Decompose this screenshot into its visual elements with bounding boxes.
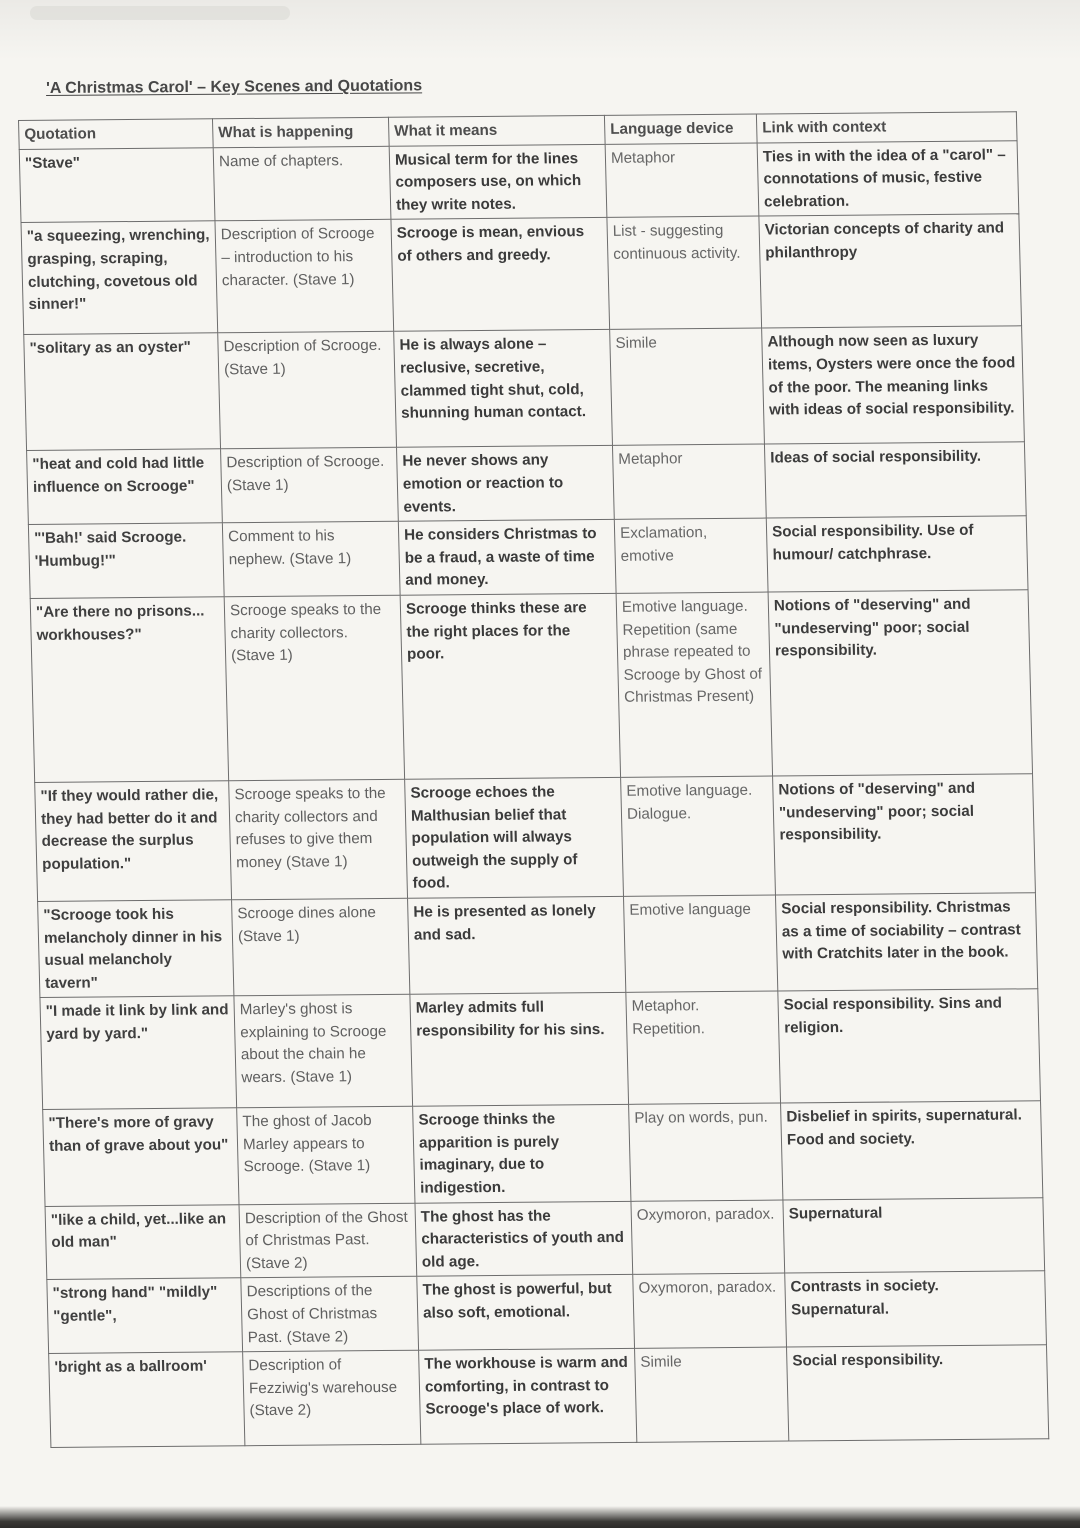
cell-language-device: Emotive language. Repetition (same phrase repeated to Scrooge by Ghost of Christmas Present): [616, 592, 772, 777]
cell-what-is-happening: Comment to his nephew. (Stave 1): [222, 521, 400, 596]
cell-link-with-context: Supernatural: [783, 1197, 1045, 1273]
cell-link-with-context: Social responsibility. Use of humour/ catchphrase.: [766, 516, 1028, 592]
cell-link-with-context: Social responsibility. Christmas as a time of sociability – contrast with Cratchits later in the book.: [775, 893, 1037, 992]
cell-quotation: "Stave": [19, 147, 215, 222]
cell-link-with-context: Ties in with the idea of a "carol" – connotations of music, festive celebration.: [757, 140, 1019, 216]
cell-link-with-context: Although now seen as luxury items, Oysters were once the food of the poor. The meaning links with ideas of social responsibility.: [762, 326, 1025, 444]
cell-link-with-context: Social responsibility. Sins and religion.: [778, 989, 1041, 1103]
cell-what-it-means: Musical term for the lines composers use, on which they write notes.: [389, 144, 607, 220]
cell-what-is-happening: Description of Scrooge. (Stave 1): [221, 448, 399, 523]
cell-quotation: "Scrooge took his melancholy dinner in his usual melancholy tavern": [38, 900, 234, 998]
table-row: [45, 1197, 1045, 1279]
table-row: [47, 1271, 1047, 1353]
cell-what-it-means: The workhouse is warm and comforting, in contrast to Scrooge's place of work.: [419, 1349, 637, 1445]
cell-quotation: "If they would rather die, they had better do it and decrease the surplus population.": [35, 781, 232, 902]
cell-link-with-context: Ideas of social responsibility.: [764, 442, 1026, 518]
cell-what-is-happening: The ghost of Jacob Marley appears to Scrooge. (Stave 1): [237, 1107, 415, 1205]
cell-what-is-happening: Description of Fezziwig's warehouse (Stave 2): [243, 1350, 421, 1446]
cell-language-device: Metaphor. Repetition.: [626, 991, 781, 1104]
cell-quotation: "heat and cold had little influence on Scrooge": [27, 449, 223, 524]
cell-language-device: Emotive language. Dialogue.: [621, 776, 776, 896]
cell-what-is-happening: Descriptions of the Ghost of Christmas Past. (Stave 2): [241, 1277, 419, 1352]
table-row: [28, 516, 1028, 598]
cell-language-device: Oxymoron, paradox.: [633, 1273, 787, 1348]
cell-link-with-context: Victorian concepts of charity and philanthropy: [759, 214, 1022, 328]
cell-language-device: Oxymoron, paradox.: [631, 1200, 785, 1275]
cell-what-is-happening: Marley's ghost is explaining to Scrooge about the chain he wears. (Stave 1): [234, 995, 413, 1109]
table-row: [24, 326, 1025, 451]
table-row: [35, 774, 1036, 902]
photo-shadow-bottom: [0, 1506, 1080, 1528]
cell-quotation: "There's more of gravy than of grave about you": [43, 1108, 239, 1206]
cell-language-device: Emotive language: [623, 895, 777, 993]
table-row: [30, 590, 1032, 783]
cell-what-it-means: He is presented as lonely and sad.: [408, 896, 626, 994]
cell-language-device: Metaphor: [612, 444, 766, 519]
quotations-table: [18, 111, 1049, 1448]
cell-what-is-happening: Description of Scrooge. (Stave 1): [218, 332, 397, 450]
cell-what-is-happening: Description of the Ghost of Christmas Past. (Stave 2): [239, 1203, 417, 1278]
cell-language-device: Metaphor: [605, 143, 759, 218]
cell-quotation: "strong hand" "mildly" "gentle",: [47, 1278, 243, 1353]
cell-what-is-happening: Description of Scrooge – introduction to his character. (Stave 1): [215, 220, 394, 334]
quotation-sheet: [18, 111, 1048, 1448]
header-language-device: Language device: [604, 114, 757, 144]
cell-quotation: "solitary as an oyster": [24, 333, 221, 451]
cell-link-with-context: Disbelief in spirits, supernatural. Food and society.: [781, 1101, 1043, 1200]
cell-what-is-happening: Name of chapters.: [213, 146, 391, 221]
photo-shadow-top: [0, 0, 1080, 60]
cell-what-is-happening: Scrooge speaks to the charity collectors. (Stave 1): [224, 595, 404, 781]
cell-language-device: Simile: [635, 1347, 789, 1442]
cell-what-it-means: He never shows any emotion or reaction to events.: [397, 446, 615, 522]
cell-language-device: Simile: [610, 328, 765, 445]
header-what-it-means: What it means: [388, 115, 605, 145]
table-row: [21, 214, 1022, 335]
cell-link-with-context: Notions of "deserving" and "undeserving" poor; social responsibility.: [773, 774, 1036, 895]
cell-language-device: List - suggesting continuous activity.: [607, 216, 762, 329]
cell-quotation: "'Bah!' said Scrooge. 'Humbug!'": [28, 523, 224, 598]
cell-what-it-means: He is always alone – reclusive, secretive, clammed tight shut, cold, shunning human contact.: [394, 330, 613, 448]
cell-language-device: Play on words, pun.: [629, 1103, 783, 1201]
cell-what-it-means: Scrooge echoes the Malthusian belief that population will always outweigh the supply of food.: [405, 777, 624, 898]
cell-link-with-context: Notions of "deserving" and "undeserving" poor; social responsibility.: [768, 590, 1032, 776]
header-quotation: Quotation: [19, 119, 214, 149]
table-row: [43, 1101, 1043, 1206]
cell-quotation: "Are there no prisons... workhouses?": [30, 597, 228, 783]
table-row: [49, 1345, 1049, 1448]
cell-link-with-context: Social responsibility.: [787, 1345, 1049, 1441]
cell-quotation: 'bright as a ballroom': [49, 1352, 245, 1448]
cell-what-it-means: The ghost is powerful, but also soft, emotional.: [417, 1275, 635, 1351]
table-row: [40, 989, 1041, 1110]
cell-quotation: "a squeezing, wrenching, grasping, scraping, clutching, covetous old sinner!": [21, 221, 218, 335]
header-link-with-context: Link with context: [756, 112, 1017, 143]
cell-quotation: "like a child, yet...like an old man": [45, 1204, 241, 1279]
table-row: [19, 140, 1019, 222]
cell-what-it-means: He considers Christmas to be a fraud, a waste of time and money.: [398, 520, 616, 596]
cell-link-with-context: Contrasts in society. Supernatural.: [785, 1271, 1047, 1347]
cell-what-it-means: Scrooge thinks the apparition is purely imaginary, due to indigestion.: [413, 1105, 631, 1203]
table-row: [38, 893, 1038, 998]
cell-what-is-happening: Scrooge dines alone (Stave 1): [232, 898, 410, 996]
cell-quotation: "I made it link by link and yard by yard.": [40, 996, 237, 1110]
cell-language-device: Exclamation, emotive: [614, 518, 768, 593]
cell-what-is-happening: Scrooge speaks to the charity collectors and refuses to give them money (Stave 1): [229, 779, 408, 900]
cell-what-it-means: Marley admits full responsibility for his sins.: [410, 993, 629, 1107]
cell-what-it-means: Scrooge is mean, envious of others and greedy.: [391, 218, 610, 332]
page-title: 'A Christmas Carol' – Key Scenes and Quotations: [46, 77, 423, 97]
cell-what-it-means: The ghost has the characteristics of youth and old age.: [415, 1201, 633, 1277]
table-row: [27, 442, 1027, 524]
header-what-is-happening: What is happening: [212, 117, 389, 147]
cell-what-it-means: Scrooge thinks these are the right places for the poor.: [400, 593, 620, 779]
